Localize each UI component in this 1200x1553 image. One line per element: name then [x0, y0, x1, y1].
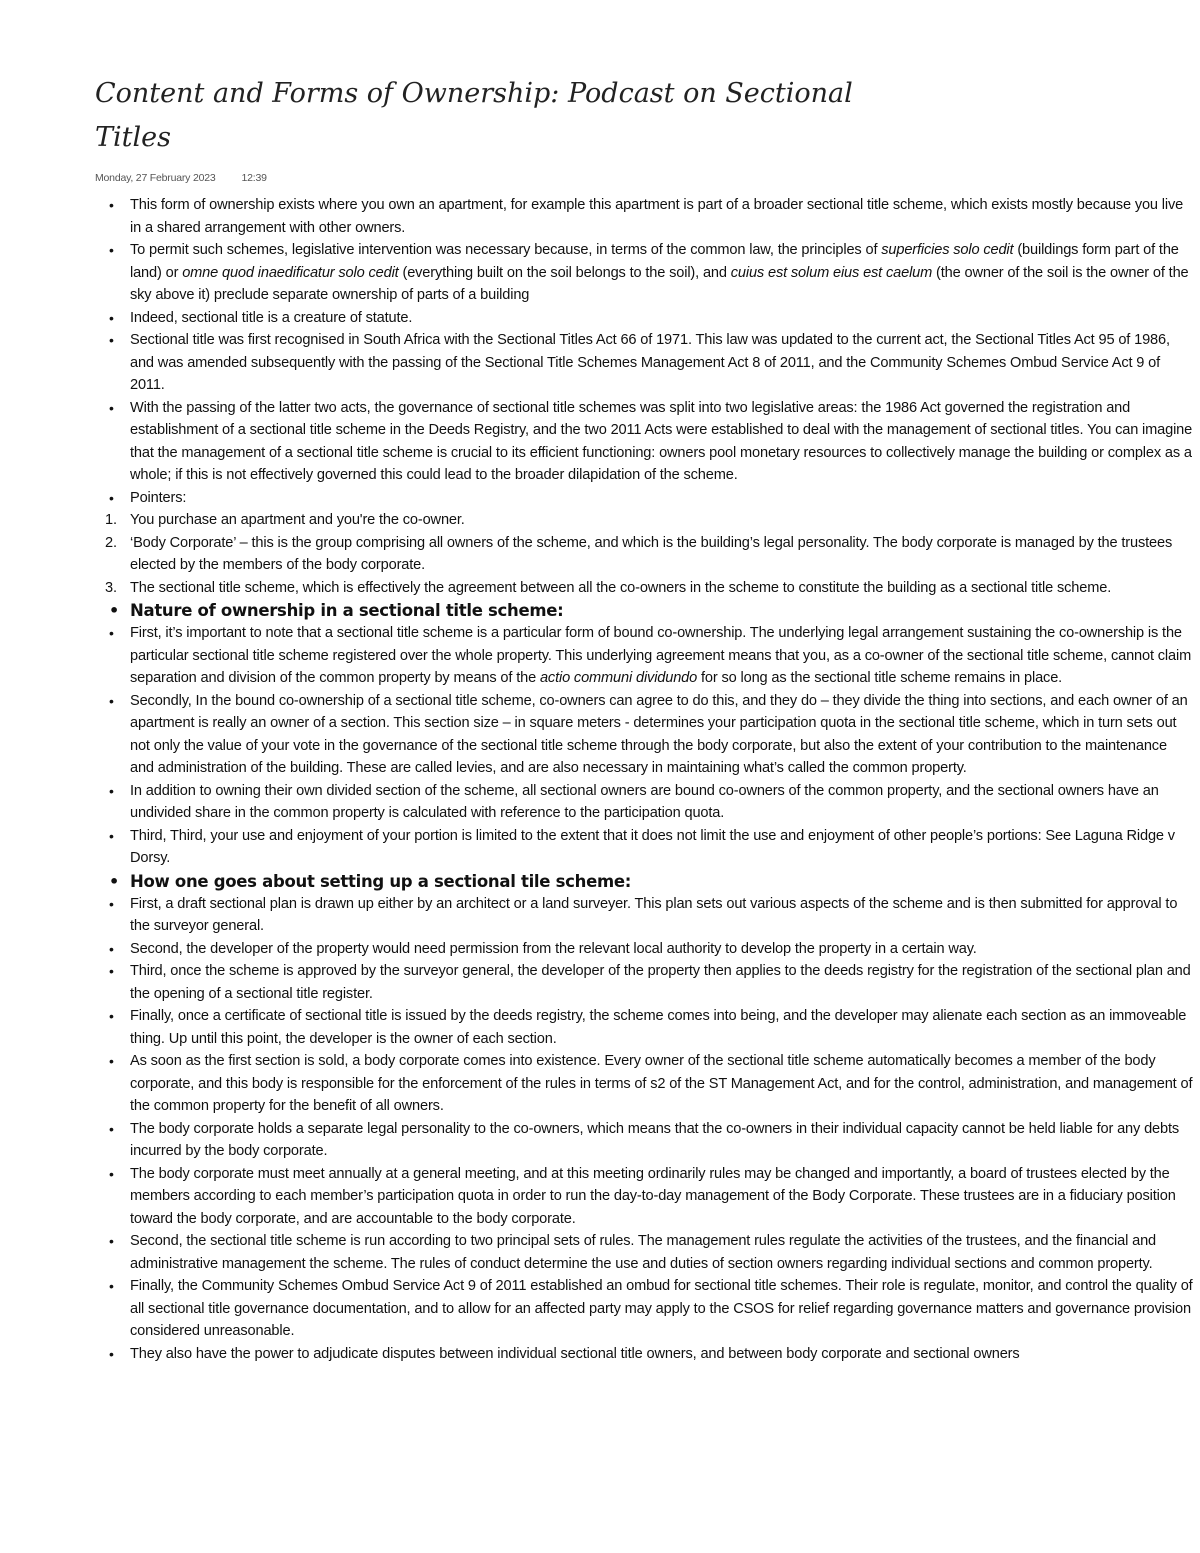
- bullet-item: [95, 487, 1193, 510]
- note-date: Monday, 27 February 2023: [95, 172, 216, 184]
- item-text: Third, once the scheme is approved by the surveyor general, the developer of the property then applies to the deeds registry for the registration of the sectional plan and the opening of a sectional title register.: [130, 963, 1191, 1002]
- latin-term: omne quod inaedificatur solo cedit: [182, 264, 399, 281]
- item-number: 1.: [105, 512, 117, 528]
- bullet-item: [95, 1163, 1193, 1231]
- latin-term: superficies solo cedit: [881, 242, 1014, 258]
- item-text: This form of ownership exists where you own an apartment, for example this apartment is part of a broader sectional title scheme, which exists mostly because you live in a shared arrangement with other owners.: [130, 197, 1184, 236]
- item-text: Pointers:: [130, 489, 187, 506]
- bullet-item: [95, 1050, 1193, 1118]
- bullet-item: [95, 1230, 1193, 1275]
- bullet-item: [95, 194, 1193, 239]
- bullet-item: [95, 622, 1193, 690]
- bullet-item: [95, 1005, 1193, 1050]
- item-text: The body corporate must meet annually at a general meeting, and at this meeting ordinarily rules may be changed and importantly, a board of trustees elected by the members according to each member’s participation quota in order to run the day-to-day management of the Body Corporate. These trustees are in a fiduciary position toward the body corporate, and are accountable to the body corporate.: [130, 1165, 1176, 1227]
- latin-term: cuius est solum eius est caelum: [730, 264, 933, 281]
- bullet-item: [95, 1118, 1193, 1163]
- section-heading: [95, 599, 1193, 622]
- item-text: With the passing of the latter two acts, the governance of sectional title schemes was split into two legislative areas: the 1986 Act governed the registration and establishment of a sectional title scheme in the Deeds Registry, and the two 2011 Acts were established to deal with the management of sectional titles. You can imagine that the management of a sectional title scheme is crucial to its efficient functioning: owners pool monetary resources to collectively manage the building or complex as a whole; if this is not effectively governed this could lead to the broader dilapidation of the scheme.: [130, 399, 1193, 483]
- note-time: 12:39: [241, 172, 267, 184]
- item-text: The sectional title scheme, which is effectively the agreement between all the co-owners in the scheme to constitute the building as a sectional title scheme.: [130, 579, 1112, 596]
- item-text: Indeed, sectional title is a creature of statute.: [130, 309, 413, 326]
- bullet-item: [95, 329, 1193, 397]
- item-text: First, a draft sectional plan is drawn up either by an architect or a land surveyer. This plan sets out various aspects of the scheme and is then submitted for approval to the surveyor general.: [130, 895, 1178, 934]
- note-page: [95, 72, 1193, 1365]
- page-title: Content and Forms of Ownership: Podcast on Sectional Titles: [95, 78, 853, 153]
- item-number: 2.: [105, 534, 117, 551]
- item-text: Secondly, In the bound co-ownership of a sectional title scheme, co-owners can agree to do this, and they do – they divide the thing into sections, and each owner of an apartment is really an owner of a section. This section size – in square meters - determines your participation quota in the sectional title scheme, which in turn sets out not only the value of your vote in the governance of the sectional title scheme through the body corporate, but also the extent of your contribution to the maintenance and administration of the building. These are called levies, and are also necessary in maintaining what’s called the common property.: [130, 692, 1188, 776]
- item-text: In addition to owning their own divided section of the scheme, all sectional owners are bound co-owners of the common property, and the sectional owners have an undivided share in the common property is calculated with reference to the participation quota.: [130, 782, 1159, 821]
- note-timestamp: [95, 172, 1193, 184]
- bullet-item: [95, 1275, 1193, 1343]
- item-text: Second, the developer of the property would need permission from the relevant local authority to develop the property in a certain way.: [130, 940, 977, 957]
- item-text: Second, the sectional title scheme is run according to two principal sets of rules. The management rules regulate the activities of the trustees, and the financial and administrative management the scheme. The rules of conduct determine the use and duties of section owners regarding individual sections and common property.: [130, 1233, 1157, 1272]
- bullet-item: [95, 960, 1193, 1005]
- item-text: As soon as the first section is sold, a body corporate comes into existence. Every owner of the sectional title scheme automatically becomes a member of the body corporate, and this body is responsible for the enforcement of the rules in terms of s2 of the ST Management Act, and for the control, administration, and management of the common property for the benefit of all owners.: [130, 1053, 1193, 1114]
- item-text: To permit such schemes, legislative intervention was necessary because, in terms of the common law, the principles of: [130, 242, 882, 258]
- bullet-item: [95, 825, 1193, 870]
- latin-term: actio communi dividundo: [539, 670, 698, 686]
- item-text: ‘Body Corporate’ – this is the group comprising all owners of the scheme, and which is the building’s legal personality. The body corporate is managed by the trustees elected by the members of the body corporate.: [130, 534, 1173, 573]
- bullet-item: [95, 780, 1193, 825]
- item-text: First, it’s important to note that a sectional title scheme is a particular form of bound co-ownership. The underlying legal arrangement sustaining the co-ownership is the particular sectional title scheme registered over the whole property. This underlying agreement means that you, as a co-owner of the sectional title scheme, cannot claim separation and division of the common property by means of the: [130, 625, 1192, 686]
- item-text: You purchase an apartment and you're the co-owner.: [130, 512, 465, 528]
- item-text: Finally, once a certificate of sectional title is issued by the deeds registry, the scheme comes into being, and the developer may alienate each section as an immoveable thing. Up until this point, the developer is the owner of each section.: [130, 1008, 1187, 1047]
- numbered-item: [95, 532, 1193, 577]
- item-text: How one goes about setting up a sectional tile scheme:: [130, 871, 632, 891]
- item-text: (buildings form part of the land) or: [130, 242, 1179, 281]
- numbered-item: [95, 577, 1193, 600]
- item-text: Finally, the Community Schemes Ombud Service Act 9 of 2011 established an ombud for sectional title schemes. Their role is regulate, monitor, and control the quality of all sectional title governance documentation, and to allow for an affected party may apply to the CSOS for relief regarding governance matters and governance provision considered unreasonable.: [130, 1278, 1193, 1339]
- bullet-item: [95, 690, 1193, 780]
- note-body: [95, 194, 1193, 1365]
- bullet-item: [95, 239, 1193, 307]
- bullet-item: [95, 307, 1193, 330]
- bullet-item: [95, 1343, 1193, 1366]
- item-number: 3.: [105, 579, 117, 596]
- item-text: The body corporate holds a separate legal personality to the co-owners, which means that the co-owners in their individual capacity cannot be held liable for any debts incurred by the body corporate.: [130, 1120, 1180, 1159]
- numbered-item: [95, 509, 1193, 532]
- item-text: They also have the power to adjudicate disputes between individual sectional title owners, and between body corporate and sectional owners: [130, 1345, 1020, 1362]
- item-text: for so long as the sectional title scheme remains in place.: [697, 670, 1063, 686]
- bullet-item: [95, 938, 1193, 961]
- item-text: (everything built on the soil belongs to the soil), and: [398, 264, 731, 281]
- item-text: Nature of ownership in a sectional title scheme:: [130, 601, 564, 620]
- bullet-item: [95, 893, 1193, 938]
- item-text: Third, Third, your use and enjoyment of your portion is limited to the extent that it does not limit the use and enjoyment of other people’s portions: See Laguna Ridge v Dorsy.: [130, 827, 1175, 866]
- bullet-item: [95, 397, 1193, 487]
- item-text: Sectional title was first recognised in South Africa with the Sectional Titles Act 66 of 1971. This law was updated to the current act, the Sectional Titles Act 95 of 1986, and was amended subsequently with the passing of the Sectional Title Schemes Management Act 8 of 2011, and the Community Schemes Ombud Service Act 9 of 2011.: [130, 332, 1170, 393]
- section-heading: [95, 870, 1193, 893]
- item-text: (the owner of the soil is the owner of the sky above it) preclude separate ownership of parts of a building: [130, 264, 1189, 303]
